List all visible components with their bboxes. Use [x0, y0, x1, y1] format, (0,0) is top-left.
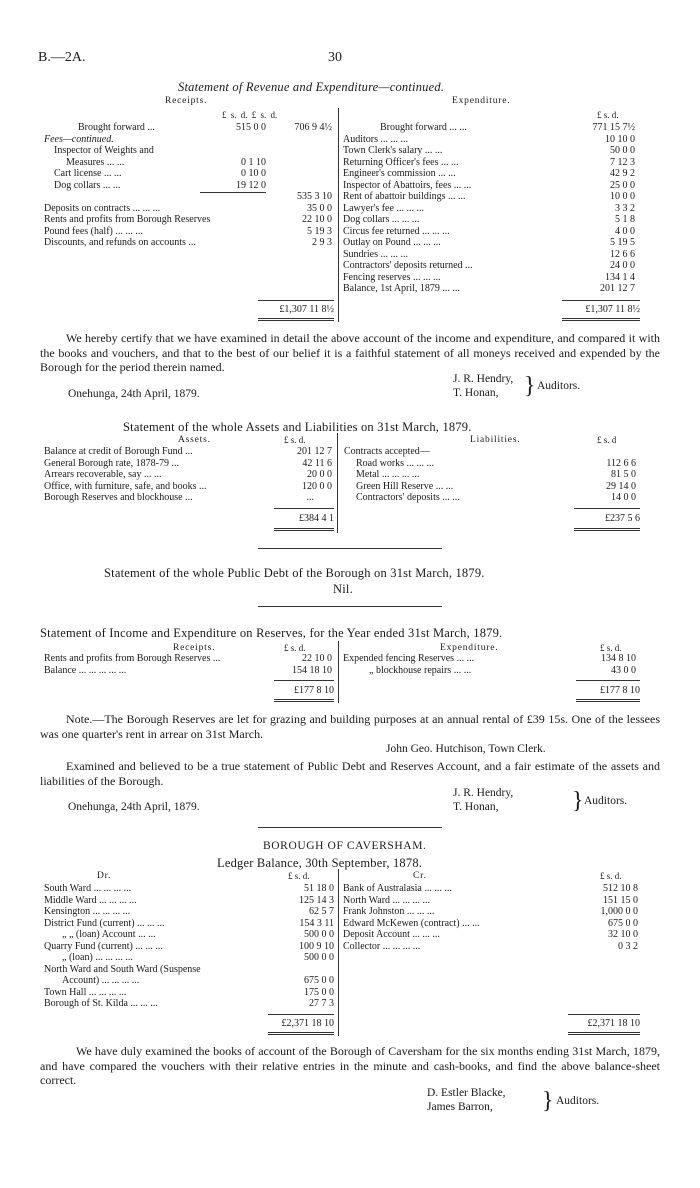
receipt-label: Measures ... ...: [66, 156, 125, 168]
section-separator-3: [258, 827, 442, 828]
revenue-total-rule-right: [562, 300, 640, 301]
caversham-cr-labels: [343, 883, 480, 952]
caversham-dr-label: Quarry Fund (current) ... ... ...: [44, 940, 163, 952]
reserves-expenditure-head: Expenditure.: [440, 643, 499, 653]
reserves-units-left: £ s. d.: [284, 643, 306, 653]
reserves-divider: [338, 641, 339, 703]
asset-label: Arrears recoverable, say ... ...: [44, 469, 162, 480]
reserves-exp-labels: [343, 653, 474, 676]
liability-values: [568, 446, 636, 504]
reserves-exp-values: [570, 653, 636, 676]
assets-units-right: £ s. d: [597, 435, 617, 445]
certify3-auditors-label: Auditors.: [556, 1095, 600, 1107]
expenditure-value: 3 3 2: [615, 202, 635, 214]
liability-label: Metal ... ... ... ...: [356, 469, 420, 480]
caversham-dr-value: 125 14 3: [299, 894, 334, 906]
certify3-auditor2: James Barron,: [427, 1101, 493, 1113]
certify2-place-date: Onehunga, 24th April, 1879.: [68, 801, 200, 813]
reserves-total-left: £177 8 10: [294, 685, 334, 696]
expenditure-value: 10 10 0: [605, 133, 635, 145]
caversham-dr-value: [262, 964, 334, 976]
assets-head: Assets.: [178, 435, 211, 445]
assets-double-rule-left: [274, 528, 334, 531]
caversham-cr-label: Bank of Australasia ... ... ...: [343, 883, 452, 894]
receipt-col1-value: 0 1 10: [241, 156, 266, 168]
certify3-text: We have duly examined the books of account of the Borough of Caversham for the six months ending 31st March, 1879, and have compared the vouchers with their relative entries in the minute and cash-books, and find the above balance-sheet correct.: [40, 1044, 660, 1087]
expenditure-label: Auditors ... ... ...: [343, 133, 408, 145]
asset-label: General Borough rate, 1878-79 ...: [44, 457, 179, 469]
liability-value: 29 14 0: [606, 480, 636, 492]
assets-double-rule-right: [574, 528, 640, 531]
revenue-receipt-col1: [200, 122, 266, 249]
caversham-double-rule-right: [568, 1032, 640, 1035]
receipt-col1-value: 19 12 0: [236, 179, 266, 191]
expenditure-value: 12 6 6: [610, 248, 635, 260]
receipt-col2-value: [270, 134, 332, 146]
certify2-text: Examined and believed to be a true statement of Public Debt and Reserves Account, and a fair estimate of the assets and liabilities of the Borough.: [40, 759, 660, 788]
caversham-cr-value: 1,000 0 0: [600, 906, 638, 917]
caversham-dr-label: Kensington ... ... ... ...: [44, 906, 131, 917]
caversham-dr-values: [262, 883, 334, 1010]
caversham-dr-value: 154 3 11: [299, 917, 334, 929]
receipt-col2-value: 535 3 10: [297, 191, 332, 202]
reserves-double-rule-right: [576, 699, 640, 702]
caversham-dr-label: „ „ (loan) Account ... ...: [62, 929, 156, 940]
reserves-units-right: £ s. d.: [600, 643, 622, 653]
page-ref: B.—2A.: [38, 50, 86, 65]
certify2-auditor1: J. R. Hendry,: [453, 787, 514, 799]
receipt-col2-value: [270, 168, 332, 180]
expenditure-value: 25 0 0: [610, 179, 635, 191]
caversham-total-left: £2,371 18 10: [281, 1018, 334, 1029]
expenditure-label: Circus fee returned ... ... ...: [343, 225, 450, 237]
reserves-receipts-head: Receipts.: [173, 643, 216, 653]
caversham-total-right: £2,371 18 10: [587, 1018, 640, 1029]
asset-label: Office, with furniture, safe, and books ...: [44, 480, 207, 492]
caversham-dr-label: District Fund (current) ... ... ...: [44, 917, 165, 929]
note-signature: John Geo. Hutchison, Town Clerk.: [386, 743, 546, 755]
revenue-divider: [338, 108, 339, 322]
certify1-brace: }: [524, 373, 536, 399]
assets-units-left: £ s. d.: [284, 435, 306, 445]
caversham-dr-label: Town Hall ... ... ... ...: [44, 986, 127, 998]
assets-total-rule-left: [274, 508, 334, 509]
receipt-col2-value: 2 9 3: [312, 237, 332, 248]
caversham-dr-label: North Ward and South Ward (Suspense: [44, 963, 201, 975]
reserves-receipt-label: Rents and profits from Borough Reserves ...: [44, 653, 221, 664]
certify1-auditor2: T. Honan,: [453, 387, 499, 399]
caversham-cr-label: Frank Johnston ... ... ...: [343, 906, 435, 917]
reserves-total-rule-right: [576, 680, 640, 681]
revenue-receipt-labels: [44, 122, 210, 249]
expenditure-value: 5 1 8: [615, 214, 635, 225]
certify2-auditor2: T. Honan,: [453, 801, 499, 813]
revenue-total-left: £1,307 11 8½: [279, 304, 334, 315]
reserves-exp-label: „ blockhouse repairs ... ...: [369, 664, 472, 676]
expenditure-value: 134 1 4: [605, 271, 635, 283]
certify1-auditors-label: Auditors.: [537, 380, 581, 392]
receipt-col2-value: [270, 157, 332, 169]
liability-value: 14 0 0: [611, 492, 636, 503]
reserves-receipt-label: Balance ... ... ... ... ...: [44, 664, 127, 676]
caversham-dr-value: 500 0 0: [304, 929, 334, 940]
caversham-cr-value: 675 0 0: [608, 917, 638, 929]
caversham-dr-value: 500 0 0: [304, 952, 334, 963]
expenditure-value: 771 15 7½: [592, 122, 635, 133]
certify2-auditors-label: Auditors.: [584, 795, 628, 807]
reserves-exp-value: 134 8 10: [601, 653, 636, 664]
revenue-double-rule-left: [258, 318, 334, 321]
public-debt-title: Statement of the whole Public Debt of the Borough on 31st March, 1879.: [104, 566, 485, 580]
caversham-units-right: £ s. d.: [600, 871, 622, 881]
expenditure-label: Lawyer's fee ... ... ...: [343, 202, 424, 214]
reserves-exp-value: 43 0 0: [611, 664, 636, 676]
caversham-dr-value: 100 9 10: [299, 940, 334, 952]
caversham-cr-value: 0 3 2: [618, 940, 638, 952]
expenditure-label: Sundries ... ... ...: [343, 248, 408, 260]
reserves-title: Statement of Income and Expenditure on Reserves, for the Year ended 31st March, 1879.: [40, 626, 503, 640]
revenue-units-right: £ s. d.: [597, 110, 619, 120]
caversham-dr-value: 27 7 3: [309, 998, 334, 1009]
receipt-col1-value: 515 0 0: [236, 122, 266, 133]
revenue-units-left: £ s. d. £ s. d.: [222, 110, 278, 120]
reserves-receipt-values: [262, 653, 332, 676]
revenue-total-right: £1,307 11 8½: [585, 304, 640, 315]
receipt-col2-value: 35 0 0: [307, 202, 332, 214]
receipt-label: Deposits on contracts ... ... ...: [44, 202, 161, 214]
expenditure-value: 201 12 7: [600, 283, 635, 294]
revenue-total-rule-left: [258, 300, 334, 301]
revenue-double-rule-right: [562, 318, 640, 321]
caversham-title: BOROUGH OF CAVERSHAM.: [263, 840, 427, 852]
asset-value: ...: [306, 492, 314, 503]
caversham-cr-value: 151 15 0: [603, 894, 638, 906]
receipt-col1-value: [200, 145, 266, 157]
reserves-receipt-value: 22 10 0: [302, 653, 332, 664]
caversham-cr-label: North Ward ... ... ... ...: [343, 894, 431, 906]
assets-total-rule-right: [574, 508, 640, 509]
receipt-col1-value: [200, 226, 266, 238]
expenditure-value: 10 0 0: [610, 191, 635, 202]
receipt-label: Pound fees (half) ... ... ...: [44, 225, 143, 237]
caversham-cr-values: [566, 883, 638, 952]
certify1-auditor1: J. R. Hendry,: [453, 373, 514, 385]
expenditure-value: 24 0 0: [610, 260, 635, 271]
caversham-dr-label: South Ward ... ... ... ...: [44, 883, 132, 894]
revenue-title: Statement of Revenue and Expenditure—continued.: [178, 80, 445, 94]
expenditure-label: Contractors' deposits returned ...: [343, 260, 473, 271]
revenue-subtotal-rule: [200, 192, 266, 193]
caversham-cr-label: Edward McKewen (contract) ... ...: [343, 917, 480, 929]
caversham-dr-value: 51 18 0: [304, 883, 334, 894]
liability-label: Contracts accepted—: [344, 446, 430, 457]
receipt-col1-value: [200, 237, 266, 249]
caversham-dr-value: 675 0 0: [304, 975, 334, 986]
assets-title: Statement of the whole Assets and Liabilities on 31st March, 1879.: [123, 420, 472, 434]
expenditure-label: Fencing reserves ... ... ...: [343, 271, 441, 283]
expenditure-label: Inspector of Abattoirs, fees ... ...: [343, 179, 472, 191]
asset-label: Borough Reserves and blockhouse ...: [44, 492, 193, 503]
liabilities-head: Liabilities.: [470, 435, 521, 445]
asset-value: 120 0 0: [302, 480, 332, 492]
caversham-dr-labels: [44, 883, 201, 1010]
receipt-label: Discounts, and refunds on accounts ...: [44, 237, 196, 248]
asset-value: 20 0 0: [307, 469, 332, 480]
caversham-double-rule-left: [268, 1032, 334, 1035]
reserves-double-rule-left: [274, 699, 334, 702]
expenditure-value: 42 9 2: [610, 168, 635, 179]
certify3-auditor1: D. Estler Blacke,: [427, 1087, 506, 1099]
receipt-col1-value: [200, 203, 266, 215]
expenditure-label: Rent of abattoir buildings ... ...: [343, 191, 466, 202]
expenditure-value: 4 0 0: [615, 225, 635, 237]
caversham-dr-label: Middle Ward ... ... ... ...: [44, 894, 137, 906]
reserves-exp-label: Expended fencing Reserves ... ...: [343, 653, 475, 664]
caversham-total-rule-left: [268, 1014, 334, 1015]
caversham-dr-value: 62 5 7: [309, 906, 334, 917]
receipt-col1-value: [200, 214, 266, 226]
expenditure-label: Outlay on Pound ... ... ...: [343, 237, 441, 248]
section-separator-2: [258, 606, 442, 607]
receipt-label: Dog collars ... ...: [54, 179, 121, 191]
caversham-dr-label: „ (loan) ... ... ... ...: [62, 952, 133, 963]
revenue-expenditure-values: [570, 122, 635, 295]
certify2-brace: }: [572, 788, 584, 814]
caversham-cr-value: 512 10 8: [603, 883, 638, 894]
receipt-label: [44, 191, 210, 203]
caversham-divider: [338, 869, 339, 1036]
caversham-cr-value: 32 10 0: [608, 929, 638, 940]
liability-label: Road works ... ... ...: [356, 457, 435, 469]
caversham-dr-value: 175 0 0: [304, 986, 334, 998]
revenue-expenditure-labels: [343, 122, 473, 295]
caversham-subtitle: Ledger Balance, 30th September, 1878.: [217, 856, 423, 870]
expenditure-value: 7 12 3: [610, 156, 635, 168]
public-debt-value: Nil.: [333, 582, 353, 596]
liability-value: [568, 446, 636, 458]
expenditure-label: Balance, 1st April, 1879 ... ...: [343, 283, 460, 294]
asset-labels: [44, 446, 207, 504]
caversham-cr-label: Collector ... ... ... ...: [343, 940, 421, 952]
expenditure-value: 5 19 5: [610, 237, 635, 248]
liability-labels: [344, 446, 460, 504]
receipt-label: Cart license ... ...: [54, 168, 122, 179]
asset-value: 42 11 6: [302, 457, 332, 469]
receipt-label: Fees—continued.: [44, 133, 114, 145]
revenue-receipt-col2: [270, 122, 332, 249]
assets-total-right: £237 5 6: [605, 513, 640, 524]
certify1-place-date: Onehunga, 24th April, 1879.: [68, 388, 200, 400]
expenditure-label: Brought forward ... ...: [380, 122, 467, 133]
reserves-total-right: £177 8 10: [600, 685, 640, 696]
liability-value: 81 5 0: [611, 469, 636, 480]
caversham-total-rule-right: [568, 1014, 640, 1015]
receipt-col1-value: 0 10 0: [241, 168, 266, 179]
receipt-col2-value: 706 9 4½: [294, 122, 332, 133]
asset-label: Balance at credit of Borough Fund ...: [44, 446, 193, 457]
receipt-col2-value: [270, 180, 332, 192]
assets-divider: [337, 433, 338, 533]
expenditure-label: Dog collars ... ... ...: [343, 214, 420, 225]
receipt-label: Inspector of Weights and: [54, 145, 154, 156]
section-separator-1: [258, 548, 442, 549]
receipt-label: Rents and profits from Borough Reserves: [44, 214, 211, 225]
caversham-dr-label: Borough of St. Kilda ... ... ...: [44, 998, 158, 1009]
certify1-text: We hereby certify that we have examined in detail the above account of the income and expenditure, and compared it with the books and vouchers, and that to the best of our belief it is a faithful statement of all moneys received and expended by the Borough for the period therein named.: [40, 331, 660, 374]
receipt-col2-value: 5 19 3: [307, 225, 332, 237]
asset-values: [262, 446, 332, 504]
revenue-receipts-head: Receipts.: [165, 96, 208, 106]
liability-value: 112 6 6: [606, 457, 636, 469]
caversham-dr-head: Dr.: [97, 871, 112, 881]
receipt-col1-value: [200, 134, 266, 146]
liability-label: Contractors' deposits ... ...: [356, 492, 460, 503]
caversham-dr-label: Account) ... ... ... ...: [62, 975, 140, 986]
expenditure-label: Engineer's commission ... ...: [343, 168, 456, 179]
assets-total-left: £384 4 1: [299, 513, 334, 524]
receipt-col2-value: [270, 145, 332, 157]
reserves-receipt-value: 154 18 10: [292, 664, 332, 676]
asset-value: 201 12 7: [297, 446, 332, 457]
note-text: Note.—The Borough Reserves are let for grazing and building purposes at an annual rental of £39 15s. One of the lessees was one quarter's rent in arrear on 31st March.: [40, 712, 660, 741]
receipt-col2-value: 22 10 0: [302, 214, 332, 225]
reserves-receipt-labels: [44, 653, 220, 676]
certify3-brace: }: [542, 1088, 554, 1114]
expenditure-value: 50 0 0: [610, 145, 635, 156]
caversham-cr-head: Cr.: [413, 871, 427, 881]
revenue-expenditure-head: Expenditure.: [452, 96, 511, 106]
reserves-total-rule-left: [274, 680, 334, 681]
caversham-units-left: £ s. d.: [288, 871, 310, 881]
expenditure-label: Town Clerk's salary ... ...: [343, 145, 443, 156]
page-number: 30: [328, 50, 342, 65]
caversham-cr-label: Deposit Account ... ... ...: [343, 929, 440, 940]
liability-label: Green Hill Reserve ... ...: [356, 480, 454, 492]
receipt-label: Brought forward ...: [78, 122, 155, 133]
expenditure-label: Returning Officer's fees ... ...: [343, 156, 459, 168]
